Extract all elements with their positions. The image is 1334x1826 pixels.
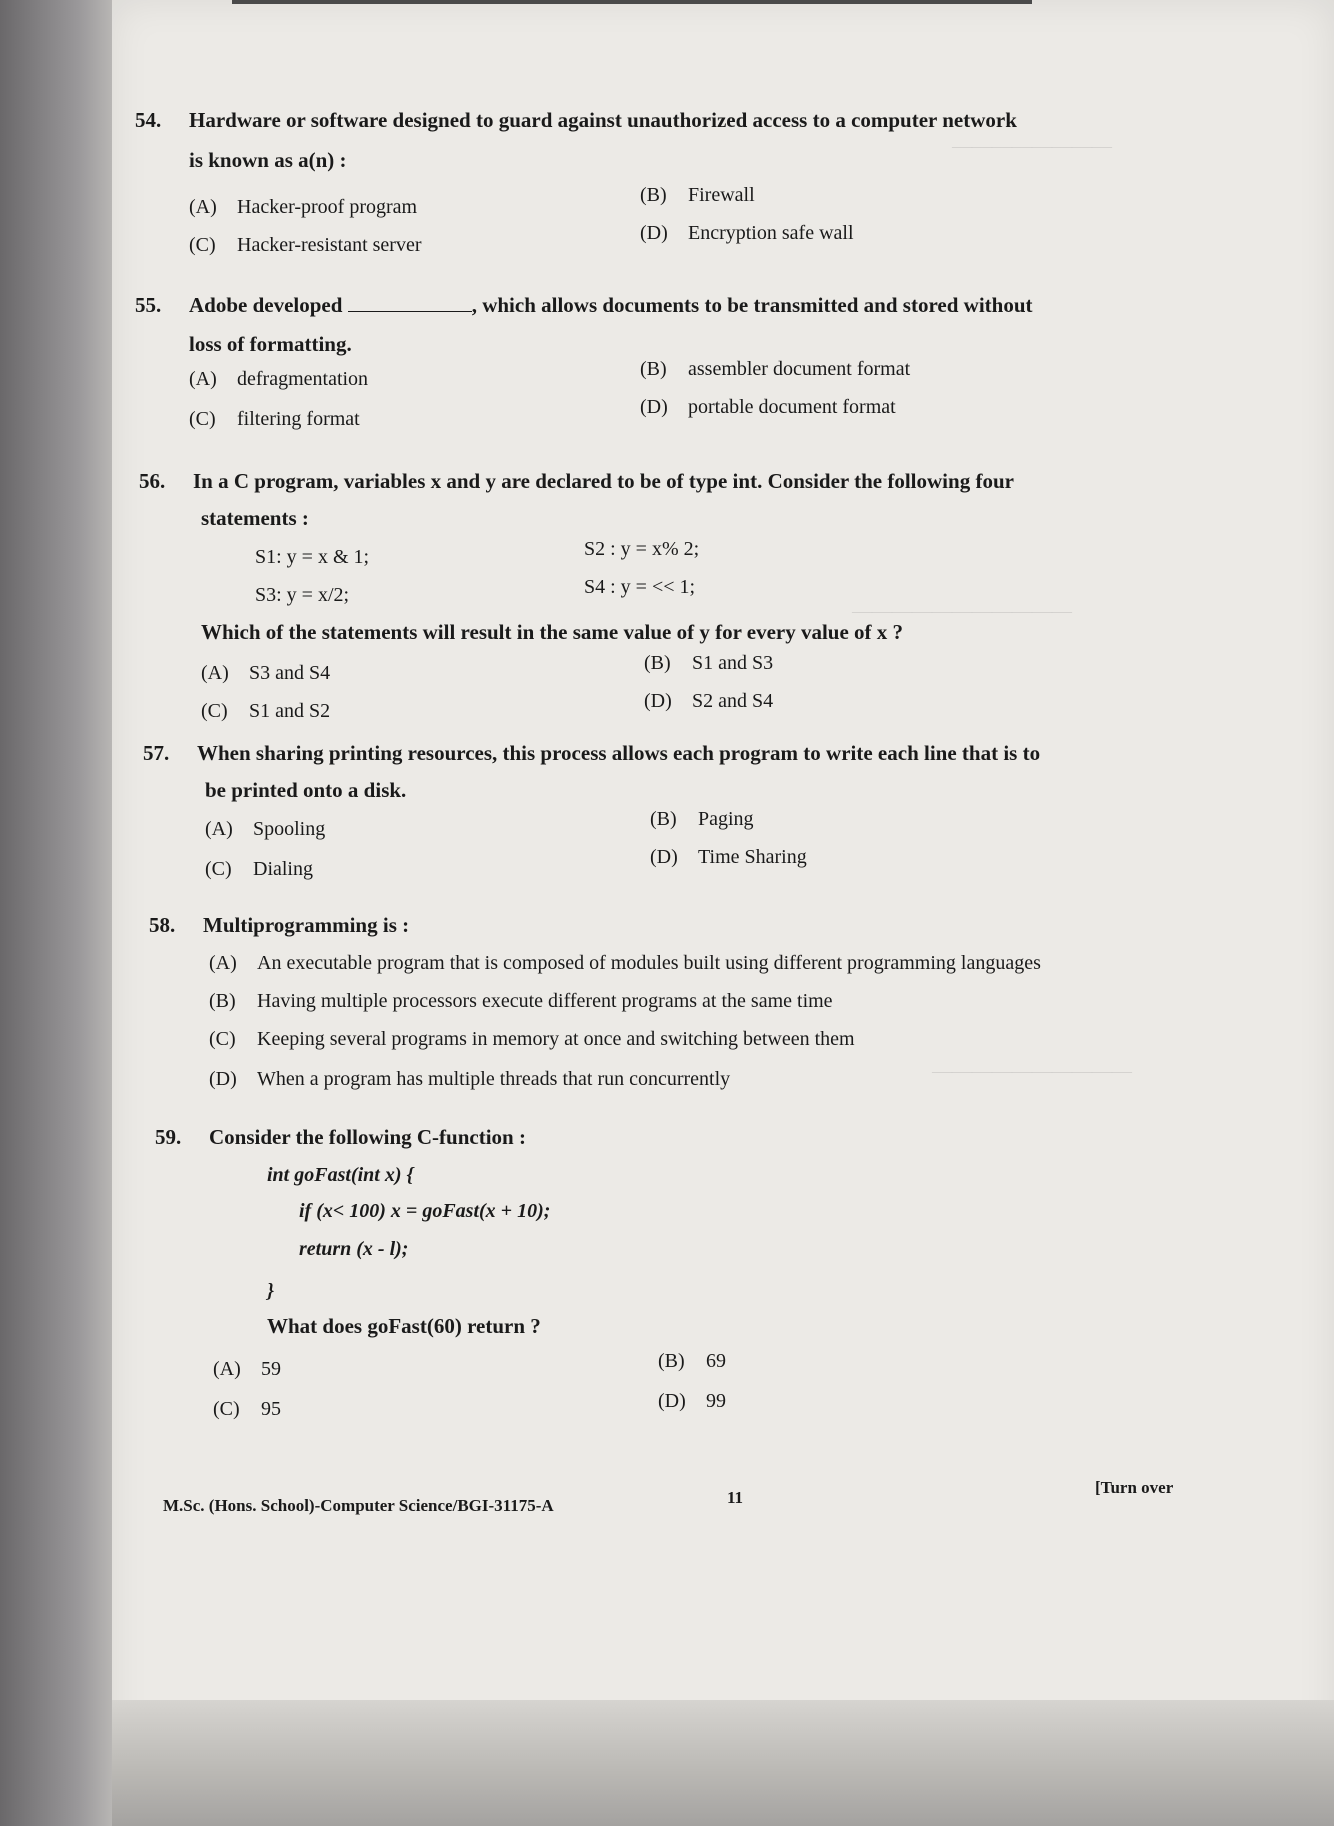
- question-59-prompt: What does goFast(60) return ?: [267, 1314, 541, 1338]
- question-59-option-a: (A) 59: [213, 1358, 281, 1380]
- question-56-stem-line2: statements :: [201, 506, 309, 530]
- question-57-stem: 57. When sharing printing resources, this process allows each program to write each line that is to: [143, 741, 1041, 765]
- question-59-stem: 59. Consider the following C-function :: [155, 1125, 526, 1149]
- bleed-through: ———————————: [852, 600, 1072, 622]
- question-59-option-b: (B) 69: [658, 1350, 726, 1372]
- question-56-prompt: Which of the statements will result in the same value of y for every value of x ?: [201, 620, 904, 644]
- question-58-option-c: (C) Keeping several programs in memory at once and switching between them: [209, 1028, 855, 1050]
- statement-s2: S2 : y = x% 2;: [584, 538, 700, 560]
- top-rule: [232, 0, 1032, 4]
- code-line-3: return (x - l);: [299, 1238, 409, 1260]
- scanner-bottom-edge: [112, 1700, 1334, 1826]
- question-58-option-d: (D) When a program has multiple threads that run concurrently: [209, 1068, 731, 1090]
- question-54-option-c: (C) Hacker-resistant server: [189, 234, 422, 256]
- code-line-1: int goFast(int x) {: [267, 1164, 414, 1186]
- question-58-stem: 58. Multiprogramming is :: [149, 913, 410, 937]
- question-55-stem-line2: loss of formatting.: [189, 332, 352, 356]
- question-55-option-c: (C) filtering format: [189, 408, 360, 430]
- question-59-option-c: (C) 95: [213, 1398, 281, 1420]
- question-56-option-a: (A) S3 and S4: [201, 662, 331, 684]
- question-55-option-b: (B) assembler document format: [640, 358, 911, 380]
- question-54-stem: 54. Hardware or software designed to guard against unauthorized access to a computer network: [135, 108, 1017, 132]
- question-54-option-b: (B) Firewall: [640, 184, 755, 206]
- question-58-option-a: (A) An executable program that is composed of modules built using different programming languages: [209, 952, 1041, 974]
- bleed-through: ————————: [952, 135, 1112, 157]
- statement-s1: S1: y = x & 1;: [255, 546, 370, 568]
- question-58-option-b: (B) Having multiple processors execute different programs at the same time: [209, 990, 833, 1012]
- question-57-option-c: (C) Dialing: [205, 858, 313, 880]
- question-55-stem: 55. Adobe developed , which allows documents to be transmitted and stored without: [135, 293, 1033, 317]
- question-56-option-c: (C) S1 and S2: [201, 700, 331, 722]
- question-56-option-d: (D) S2 and S4: [644, 690, 774, 712]
- question-57-stem-line2: be printed onto a disk.: [205, 778, 407, 802]
- exam-page: [112, 0, 1334, 1826]
- question-57-option-b: (B) Paging: [650, 808, 754, 830]
- question-54-stem-line2: is known as a(n) :: [189, 148, 347, 172]
- question-55-option-d: (D) portable document format: [640, 396, 896, 418]
- fill-in-blank: [348, 293, 472, 312]
- question-56-option-b: (B) S1 and S3: [644, 652, 774, 674]
- scanner-left-edge: [0, 0, 112, 1826]
- code-line-2: if (x< 100) x = goFast(x + 10);: [299, 1200, 551, 1222]
- paper-code: M.Sc. (Hons. School)-Computer Science/BGI-31175-A: [163, 1496, 554, 1515]
- question-54-option-d: (D) Encryption safe wall: [640, 222, 854, 244]
- statement-s3: S3: y = x/2;: [255, 584, 350, 606]
- question-57-option-d: (D) Time Sharing: [650, 846, 807, 868]
- question-55-option-a: (A) defragmentation: [189, 368, 369, 390]
- question-57-option-a: (A) Spooling: [205, 818, 326, 840]
- question-54-option-a: (A) Hacker-proof program: [189, 196, 418, 218]
- page-number: 11: [727, 1488, 744, 1507]
- question-56-stem: 56. In a C program, variables x and y are declared to be of type int. Consider the following four: [139, 469, 1014, 493]
- turn-over-note: [Turn over: [1095, 1478, 1174, 1497]
- question-59-option-d: (D) 99: [658, 1390, 726, 1412]
- bleed-through: ——————————: [932, 1060, 1132, 1082]
- statement-s4: S4 : y = << 1;: [584, 576, 696, 598]
- code-line-4: }: [267, 1280, 274, 1302]
